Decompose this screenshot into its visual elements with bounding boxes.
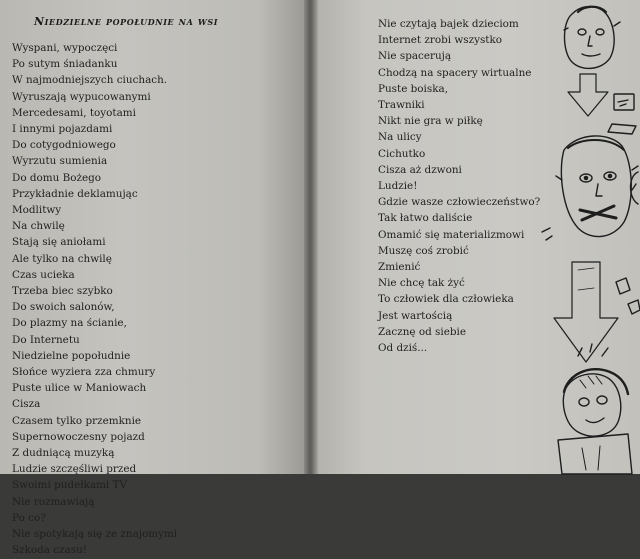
poem-line: Swoimi pudełkami TV bbox=[12, 479, 127, 492]
poem-line: Stają się aniołami bbox=[12, 236, 106, 249]
sketch-flying-papers bbox=[542, 228, 640, 314]
poem-line: Cisza bbox=[12, 398, 41, 411]
left-poem-lines bbox=[12, 40, 177, 559]
poem-line: I innymi pojazdami bbox=[12, 123, 113, 136]
sketch-arrow-down-icon bbox=[568, 74, 608, 116]
poem-line: Czas ucieka bbox=[12, 268, 75, 281]
sketch-laptop-icon bbox=[608, 94, 636, 134]
poem-line: Omamić się materializmowi bbox=[378, 228, 525, 241]
poem-line: Z dudniącą muzyką bbox=[12, 447, 115, 460]
poem-line: Czasem tylko przemknie bbox=[12, 414, 142, 427]
poem-line: Do plazmy na ścianie, bbox=[12, 317, 127, 330]
poem-line: Zacznę od siebie bbox=[378, 325, 466, 338]
poem-line: Zmienić bbox=[378, 261, 421, 274]
poem-line: Puste ulice w Maniowach bbox=[12, 382, 147, 395]
poem-line: Cisza aż dzwoni bbox=[378, 163, 462, 176]
poem-line: Od dziś... bbox=[378, 342, 428, 355]
poem-line: Ludzie! bbox=[378, 180, 418, 193]
sketch-laptop-bottom-icon bbox=[558, 434, 632, 474]
poem-line: Słońce wyziera zza chmury bbox=[12, 366, 156, 379]
pen-sketch-illustration bbox=[528, 0, 640, 474]
book-gutter bbox=[304, 0, 318, 474]
poem-line: Wyspani, wypoczęci bbox=[12, 42, 118, 54]
poem-line: Nie rozmawiają bbox=[12, 495, 95, 508]
poem-line: Po sutym śniadanku bbox=[12, 58, 118, 71]
sketch-face-bottom bbox=[563, 344, 628, 436]
poem-line: Przykładnie deklamując bbox=[12, 187, 138, 200]
poem-line: Do domu Bożego bbox=[12, 171, 102, 184]
poem-line: Wyruszają wypucowanymi bbox=[12, 90, 151, 103]
poem-line: Jest wartością bbox=[378, 309, 453, 322]
sketch-big-arrow-down-icon bbox=[554, 262, 618, 362]
poem-line: Chodzą na spacery wirtualne bbox=[378, 66, 532, 79]
poem-line: Na ulicy bbox=[378, 131, 422, 144]
poem-line: Nikt nie gra w piłkę bbox=[378, 115, 483, 128]
poem-line: Do cotygodniowego bbox=[12, 139, 116, 152]
sketch-face-top bbox=[564, 7, 620, 69]
poem-line: Do Internetu bbox=[12, 333, 80, 346]
poem-line: Tak łatwo daliście bbox=[378, 212, 473, 225]
poem-line: Nie spotykają się ze znajomymi bbox=[12, 528, 178, 541]
poem-line: Niedzielne popołudnie bbox=[12, 349, 131, 362]
poem-line: Puste boiska, bbox=[378, 82, 448, 95]
poem-line: Nie spacerują bbox=[378, 50, 452, 63]
poem-line: Muszę coś zrobić bbox=[378, 244, 469, 257]
left-page bbox=[0, 0, 304, 557]
poem-title: Niedzielne popołudnie na wsi bbox=[34, 15, 219, 28]
right-poem-lines bbox=[378, 16, 540, 356]
poem-line: To człowiek dla człowieka bbox=[378, 293, 514, 306]
poem-line: Internet zrobi wszystko bbox=[378, 34, 503, 47]
poem-line: Wyrzutu sumienia bbox=[12, 155, 108, 168]
right-page bbox=[318, 0, 640, 474]
poem-line: Cichutko bbox=[378, 147, 426, 160]
poem-line: Szkoda czasu! bbox=[12, 544, 87, 557]
poem-line: Gdzie wasze człowieczeństwo? bbox=[378, 196, 541, 209]
poem-line: Ludzie szczęśliwi przed bbox=[12, 463, 137, 476]
poem-line: W najmodniejszych ciuchach. bbox=[12, 74, 168, 87]
poem-line: Na chwilę bbox=[12, 220, 65, 233]
poem-line: Po co? bbox=[12, 511, 46, 524]
poem-line: Do swoich salonów, bbox=[12, 301, 115, 314]
poem-line: Modlitwy bbox=[12, 204, 62, 217]
poem-line: Supernowoczesny pojazd bbox=[12, 430, 145, 443]
sketch-face-taped-mouth bbox=[556, 136, 638, 237]
poem-line: Nie chcę tak żyć bbox=[378, 277, 465, 290]
poem-line: Trzeba biec szybko bbox=[12, 285, 113, 298]
poem-line: Trawniki bbox=[378, 99, 425, 112]
poem-line: Nie czytają bajek dzieciom bbox=[378, 18, 519, 30]
poem-line: Ale tylko na chwilę bbox=[12, 252, 112, 265]
poem-line: Mercedesami, toyotami bbox=[12, 106, 136, 119]
